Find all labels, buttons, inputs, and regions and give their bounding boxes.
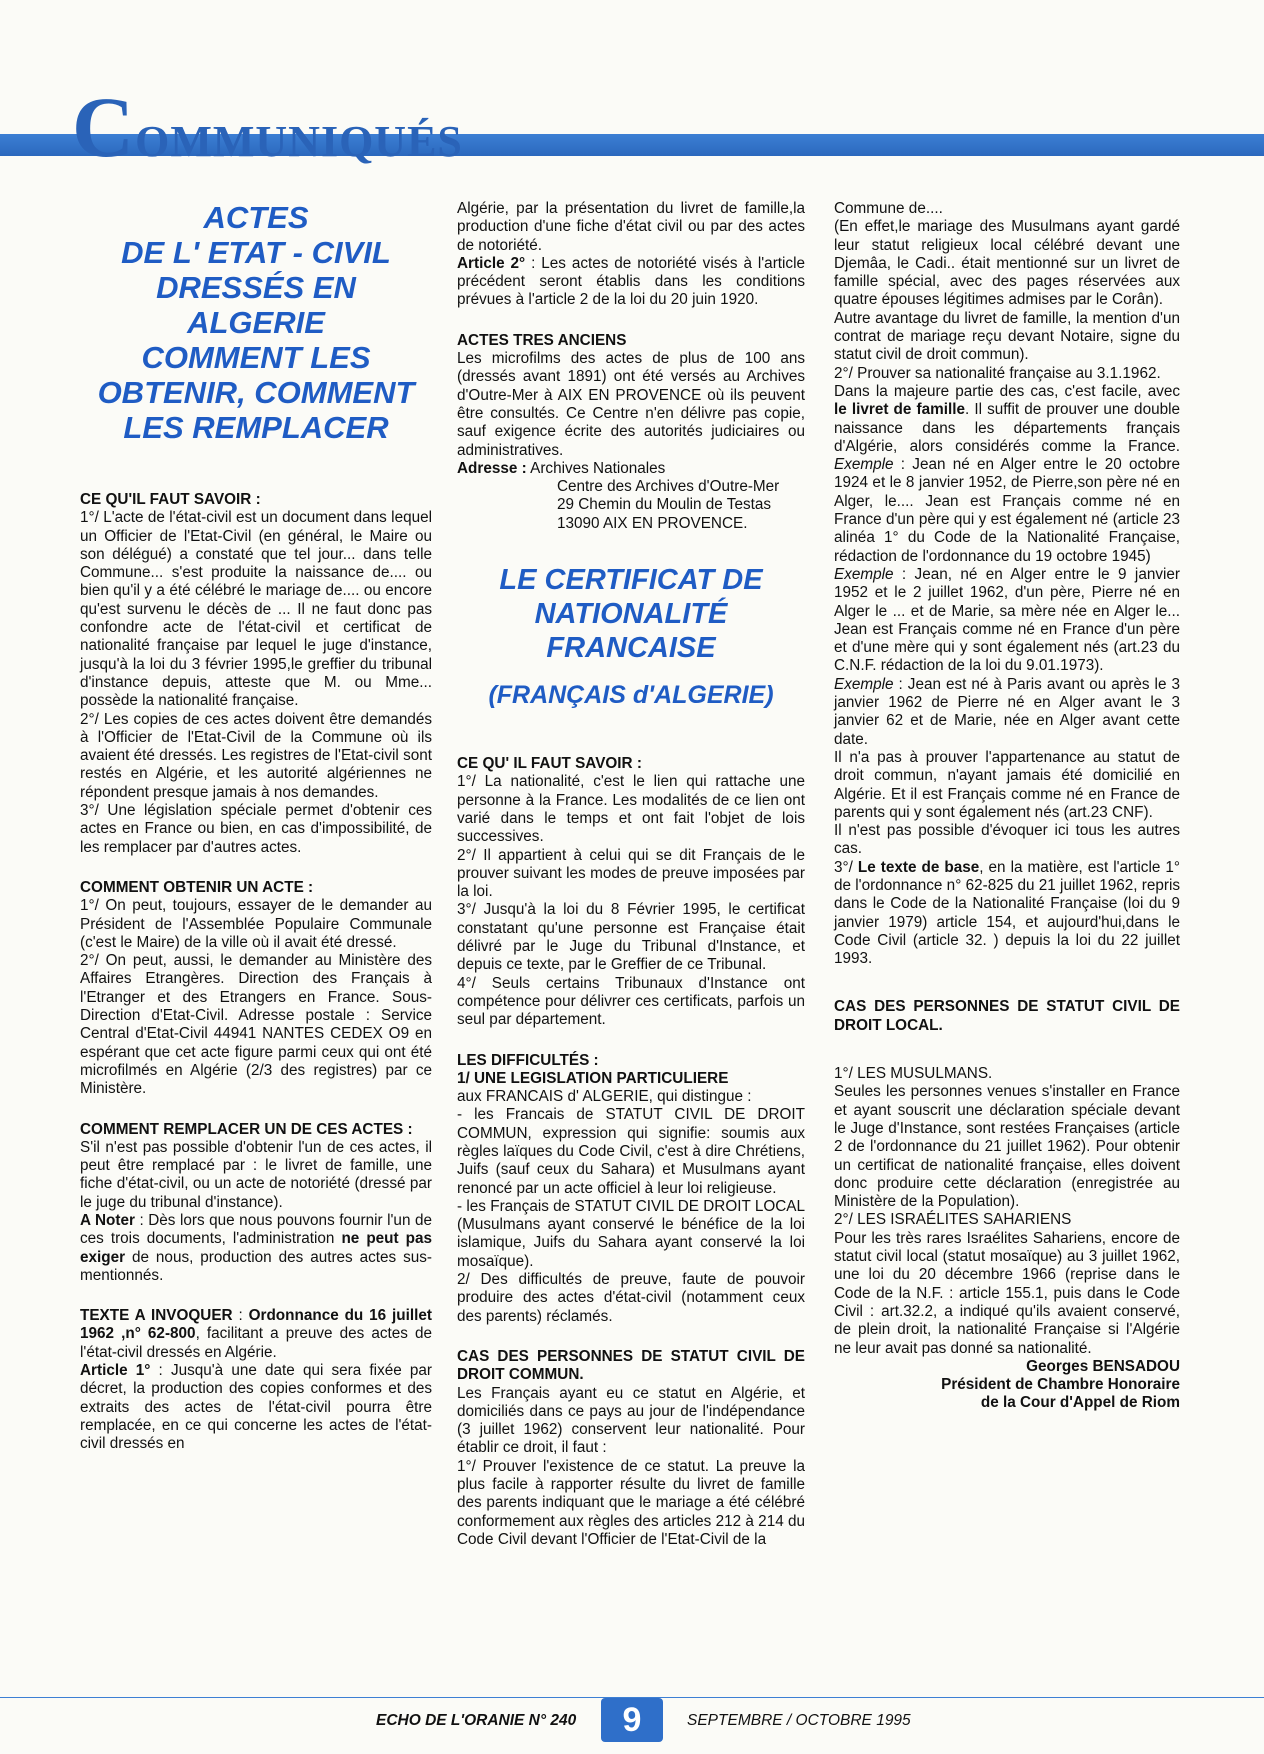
paragraph: 1°/ La nationalité, c'est le lien qui rattache une personne à la France. Les modalités de ce lien ont varié dans le temps et ont fait l'objet de lois successives. <box>457 773 805 846</box>
address-line: 29 Chemin du Moulin de Testas <box>557 496 771 514</box>
address-line: 13090 AIX EN PROVENCE. <box>557 514 748 532</box>
paragraph-text: : Jean est né à Paris avant ou après le 3 janvier 1962 de Pierre né en Alger avant le 3 janvier 62 et de Marie, née en Alger avant cette date. <box>834 675 1180 748</box>
note-text: : Dès lors que nous pouvons fournir l'un de ces trois documents, l'administration <box>80 1211 432 1248</box>
column-1 <box>80 200 432 1454</box>
paragraph: 2°/ Prouver sa nationalité française au 3.1.1962. <box>834 364 1161 382</box>
section-heading: CAS DES PERSONNES DE STATUT CIVIL DE DROIT COMMUN. <box>457 1347 805 1384</box>
sub-heading: 1/ UNE LEGISLATION PARTICULIERE <box>457 1069 729 1087</box>
paragraph: Algérie, par la présentation du livret de famille,la production d'une fiche d'état civil ou par des actes de notoriété. <box>457 200 805 254</box>
paragraph <box>834 859 1180 969</box>
address-line: Centre des Archives d'Outre-Mer <box>557 478 780 496</box>
note-text: de nous, production des autres actes sus-mentionnés. <box>80 1248 432 1284</box>
paragraph: 1°/ L'acte de l'état-civil est un document dans lequel un Officier de l'Etat-Civil (en général, le Maire ou son délégué) a constaté que tel jour... dans telle Commune... s'est produite la naissance de.... ou bien qu'il y a été célébré le mariage de.... ou encore qu'est survenu le décès de ... Il ne faut donc pas confondre acte de l'état-civil et certificat de nationalité française par lequel le juge d'instance, jusqu'à la loi du 3 février 1995,le greffier du tribunal d'instance depuis, atteste que M. ou Mme... possède la nationalité française. <box>80 509 432 710</box>
paragraph: 1°/ On peut, toujours, essayer de le demander au Président de l'Assemblée Populaire Communale (c'est le Maire) de la ville où il avait été dressé. <box>80 897 432 951</box>
section-heading: COMMENT REMPLACER UN DE CES ACTES : <box>80 1120 413 1138</box>
paragraph <box>80 1212 432 1285</box>
paragraph: Commune de.... <box>834 200 943 217</box>
paragraph-text: : Jusqu'à une date qui sera fixée par décret, la production des copies conformes et des extraits des actes de l'état-civil pourra être remplacée, en ce qui concerne les actes de l'état-civil dressés en <box>80 1362 432 1453</box>
paragraph: 2°/ Les copies de ces actes doivent être demandés à l'Officier de l'Etat-Civil de la Commune où ils avaient été dressés. Les registres de l'Etat-civil sont restés en Algérie, et les autorité algériennes ne répondent presque jamais à nos demandes. <box>80 710 432 801</box>
paragraph: Il n'est pas possible d'évoquer ici tous les autres cas. <box>834 822 1180 858</box>
title-line: DRESSÉS EN <box>156 270 356 305</box>
paragraph: - les Français de STATUT CIVIL DE DROIT LOCAL (Musulmans ayant conservé le bénéfice de la loi islamique, Juifs du Sahara ayant conservé la loi mosaïque). <box>457 1197 805 1270</box>
example-label: Exemple <box>834 456 894 474</box>
note-label: A Noter <box>80 1211 135 1229</box>
paragraph: 2/ Des difficultés de preuve, faute de pouvoir produire des actes d'état-civil (notamment ceux des parents) réclamés. <box>457 1271 805 1325</box>
section-heading: LES DIFFICULTÉS : <box>457 1051 599 1069</box>
paragraph-text: Dans la majeure partie des cas, c'est facile, avec <box>834 382 1180 400</box>
separator: : <box>232 1307 249 1325</box>
bold-text: Le texte de base <box>857 858 980 876</box>
paragraph-text: , facilitant a preuve des actes de l'état-civil dressés en Algérie. <box>80 1325 432 1361</box>
paragraph <box>834 676 1180 749</box>
paragraph: aux FRANCAIS d' ALGERIE, qui distingue : <box>457 1088 752 1106</box>
note-bold: ne peut pas exiger <box>80 1230 432 1266</box>
paragraph-text: , en la matière, est l'article 1° de l'ordonnance n° 62-825 du 21 juillet 1962, repris dans le Code de la Nationalité Française (loi du 9 janvier 1979) article 154, et aujourd'hui,dans le Code Civil (article 32. ) depuis la loi du 22 juillet 1993. <box>834 858 1180 968</box>
texte-label: TEXTE A INVOQUER <box>80 1307 233 1325</box>
banner-initial: C <box>72 79 136 175</box>
paragraph: (En effet,le mariage des Musulmans ayant gardé leur statut religieux local célébré devant une Djemâa, le Cadi.. était mentionné sur un livret de famille spécial, avec des pages réservées aux quatre épouses légitimes admises par le Corân). <box>834 218 1180 309</box>
paragraph: S'il n'est pas possible d'obtenir l'un de ces actes, il peut être remplacé par : le livret de famille, une fiche d'état-civil, ou un acte de notoriété (dressé par le juge du tribunal d'instance). <box>80 1138 432 1211</box>
paragraph <box>457 255 805 310</box>
paragraph-text: : Les actes de notoriété visés à l'article précédent seront établis dans les conditions prévues à l'article 2 de la loi du 20 juin 1920. <box>457 254 805 309</box>
footer-date: SEPTEMBRE / OCTOBRE 1995 <box>687 1712 911 1729</box>
section-heading: CAS DES PERSONNES DE STATUT CIVIL DE DROIT LOCAL. <box>834 998 1180 1034</box>
title-line: LES REMPLACER <box>123 410 389 445</box>
title-line: OBTENIR, COMMENT <box>97 375 415 410</box>
section-heading: CE QU'IL FAUT SAVOIR : <box>80 491 261 508</box>
section-heading: CE QU' IL FAUT SAVOIR : <box>457 755 642 773</box>
paragraph-text: : Jean, né en Alger entre le 9 janvier 1952 et le 2 juillet 1962, d'un père, Pierre né en Alger le ... et de Marie, sa mère née en Alger le... Jean est Français comme né en France d'un père et d'une mère qui y sont également nés (art.23 du C.N.F. rédaction de la loi du 9.01.1973). <box>834 565 1180 675</box>
article-label: Article 2° <box>457 254 526 272</box>
bold-text: le livret de famille <box>834 401 965 419</box>
paragraph <box>834 383 1180 566</box>
title-line: ACTES <box>203 200 309 235</box>
address <box>457 460 805 478</box>
paragraph: Seules les personnes venues s'installer en France et ayant souscrit une déclaration spéciale devant le Juge d'Instance, sont restées Françaises (article 2 de l'ordonnance du 21 juillet 1962). Pour obtenir un certificat de nationalité française, elles doivent donc produire cette déclaration (enregistrée au Ministère de la Population). <box>834 1083 1180 1211</box>
article-label: Article 1° <box>80 1362 151 1380</box>
title-line: FRANCAISE <box>546 632 716 665</box>
paragraph: 3°/ Jusqu'à la loi du 8 Février 1995, le certificat constatant qu'une personne est Française était délivré par le Juge du Tribunal d'Instance, et depuis ce texte, par le Greffier de ce Tribunal. <box>457 901 805 974</box>
section-heading: ACTES TRES ANCIENS <box>457 331 627 349</box>
paragraph: 3°/ Une législation spéciale permet d'obtenir ces actes en France ou bien, en cas d'impossibilité, de les remplacer par d'autres actes. <box>80 802 432 856</box>
article1-title <box>80 200 432 445</box>
footer-publication: ECHO DE L'ORANIE N° 240 <box>376 1712 577 1729</box>
paragraph-text: : Jean né en Alger entre le 20 octobre 1924 et le 8 janvier 1952, de Pierre,son père né en Alger, le.... Jean est Français comme né en France d'un père qui y est également né (article 23 alinéa 1° du Code de la Nationalité Française, rédaction de l'ordonnance du 19 octobre 1945) <box>834 456 1180 565</box>
paragraph-text: 3°/ <box>834 858 858 876</box>
example-label: Exemple <box>834 565 894 583</box>
paragraph: - les Francais de STATUT CIVIL DE DROIT COMMUN, expression qui signifie: soumis aux règles laïques du Code Civil, c'est à dire Chrétiens, Juifs (sauf ceux du Sahara) et Musulmans ayant renoncé par un acte officiel à leur loi religieuse. <box>457 1106 805 1197</box>
page-number: 9 <box>601 1698 663 1742</box>
article2-title <box>457 563 805 665</box>
title-line: COMMENT LES <box>141 340 371 375</box>
paragraph <box>80 1362 432 1453</box>
paragraph-text: . Il suffit de prouver une double naissance dans les départements français d'Algérie, alors considérés comme la France. <box>834 401 1180 455</box>
paragraph: 2°/ LES ISRAÉLITES SAHARIENS <box>834 1211 1072 1229</box>
paragraph: Les microfilms des actes de plus de 100 ans (dressés avant 1891) ont été versés au Archives d'Outre-Mer à AIX EN PROVENCE où ils peuvent être consultés. Ce Centre n'en délivre pas copie, sauf exigence écrite des autorités judiciaires ou administratives. <box>457 350 805 459</box>
signature-name: Georges BENSADOU <box>1026 1357 1180 1375</box>
signature-title: Président de Chambre Honoraire <box>941 1376 1180 1394</box>
paragraph: Les Français ayant eu ce statut en Algérie, et domiciliés dans ce pays au jour de l'indépendance (3 juillet 1962) conservent leur nationalité. Pour établir ce droit, il faut : <box>457 1384 805 1457</box>
section-heading: COMMENT OBTENIR UN ACTE : <box>80 878 314 896</box>
paragraph: 1°/ Prouver l'existence de ce statut. La preuve la plus facile à rapporter résulte du livret de famille des parents indiquant que le mariage a été célébré conformement aux règles des articles 212 à 214 du Code Civil devant l'Officier de l'Etat-Civil de la <box>457 1457 805 1548</box>
article2-subtitle: (FRANÇAIS d'ALGERIE) <box>488 681 774 710</box>
banner-rest: OMMUNIQUÉS <box>135 117 463 166</box>
paragraph: 2°/ Il appartient à celui qui se dit Français de le prouver suivant les modes de preuve imposées par la loi. <box>457 846 805 901</box>
title-line: ALGERIE <box>187 305 325 340</box>
column-2 <box>457 200 805 1549</box>
paragraph: 4°/ Seuls certains Tribunaux d'Instance ont compétence pour délivrer ces certificats, parfois un seul par département. <box>457 974 805 1029</box>
paragraph <box>834 566 1180 676</box>
paragraph: Pour les très rares Israélites Sahariens, encore de statut civil local (statut mosaïque) au 3 juillet 1962, une loi du 20 décembre 1966 (reprise dans le Code de la N.F. : article 155.1, puis dans le Code Civil : art.32.2, a indiqué qu'ils avaient conservé, de plein droit, la nationalité Française si l'Algérie ne leur avait pas donné sa nationalité. <box>834 1229 1180 1357</box>
paragraph: 1°/ LES MUSULMANS. <box>834 1065 993 1083</box>
paragraph <box>80 1307 432 1362</box>
paragraph: Il n'a pas à prouver l'appartenance au statut de droit commun, n'ayant jamais été domicilié en Algérie. Et il est Français comme né en France de parents qui y sont également nés (art.23 CNF). <box>834 748 1180 821</box>
section-banner <box>72 79 463 175</box>
title-line: LE CERTIFICAT DE <box>499 564 763 597</box>
example-label: Exemple <box>834 675 894 693</box>
address-label: Adresse : <box>457 459 527 477</box>
column-3 <box>834 200 1180 1413</box>
title-line: DE L' ETAT - CIVIL <box>121 235 391 270</box>
title-line: NATIONALITÉ <box>534 598 728 631</box>
paragraph: Autre avantage du livret de famille, la mention d'un contrat de mariage reçu devant Notaire, signe du statut civil de droit commun). <box>834 309 1180 364</box>
address-line: Archives Nationales <box>530 459 666 477</box>
ordonnance-ref: Ordonnance du 16 juillet 1962 ,n° 62-800 <box>80 1307 433 1343</box>
paragraph: 2°/ On peut, aussi, le demander au Ministère des Affaires Etrangères. Direction des Français à l'Etranger et des Etrangers en France. Sous-Direction d'Etat-Civil. Adresse postale : Service Central d'Etat-Civil 44941 NANTES CEDEX O9 en espérant que cet acte figure parmi ceux qui ont été microfilmés en Algérie (2/3 des registres) par ce Ministère. <box>80 952 432 1098</box>
signature-title: de la Cour d'Appel de Riom <box>980 1394 1180 1412</box>
